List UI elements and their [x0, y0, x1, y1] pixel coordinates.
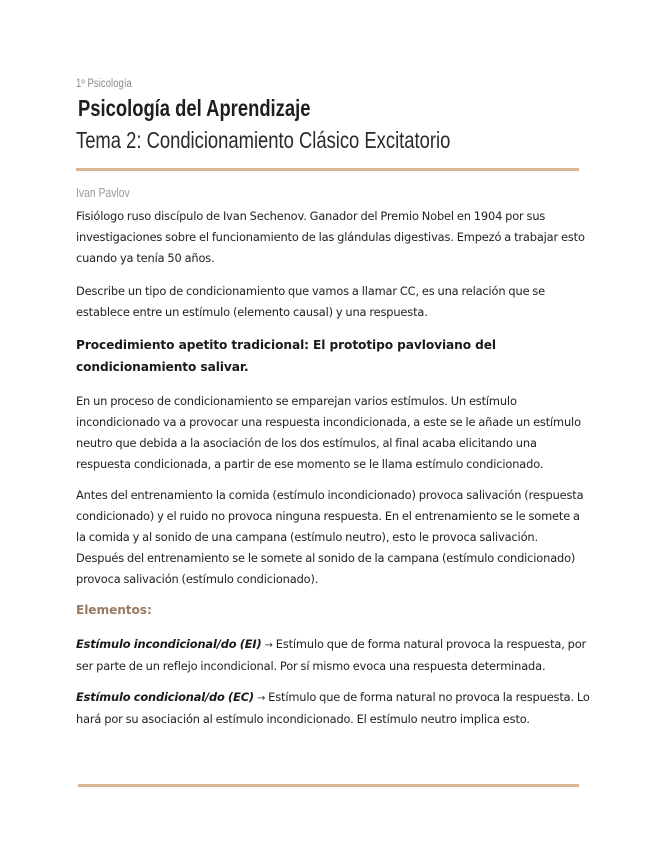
paragraph-training	[76, 485, 584, 590]
header-divider	[76, 168, 579, 171]
paragraph-line: Antes del entrenamiento la comida (estímulo incondicionado) provoca salivación (respuesta	[76, 488, 584, 502]
paragraph-line: incondicionado va a provocar una respuesta incondicionada, a este se le añade un estímulo	[76, 415, 581, 429]
element-line: ser parte de un reflejo incondicional. Por sí mismo evoca una respuesta determinada.	[76, 659, 546, 673]
elements-heading: Elementos:	[76, 603, 152, 617]
element-line	[76, 634, 587, 656]
element-line: hará por su asociación al estímulo incondicionado. El estímulo neutro implica esto.	[76, 712, 530, 726]
procedure-heading	[76, 334, 579, 378]
element-item-ec	[76, 687, 590, 730]
element-description: Estímulo que de forma natural provoca la respuesta, por	[275, 637, 587, 651]
paragraph-line: Después del entrenamiento se le somete al sonido de la campana (estímulo condicionado)	[76, 551, 576, 565]
heading-line: condicionamiento salivar.	[76, 360, 249, 374]
paragraph-line: investigaciones sobre el funcionamiento de las glándulas digestivas. Empezó a trabajar esto	[76, 230, 585, 244]
document-subtitle: Tema 2: Condicionamiento Clásico Excitatorio	[76, 127, 451, 153]
paragraph-line: condicionado) y el ruido no provoca ninguna respuesta. En el entrenamiento se le somete a	[76, 509, 580, 523]
paragraph-line: En un proceso de condicionamiento se emparejan varios estímulos. Un estímulo	[76, 394, 517, 408]
paragraph-line: Fisiólogo ruso discípulo de Ivan Sechenov. Ganador del Premio Nobel en 1904 por sus	[76, 209, 546, 223]
arrow-right-icon: →	[256, 693, 266, 704]
course-label: 1º Psicología	[76, 78, 132, 90]
paragraph-line: neutro que debida a la asociación de los dos estímulos, al final acaba elicitando una	[76, 436, 537, 450]
paragraph-line: la comida y al sonido de una campana (estímulo neutro), esto le provoca salivación.	[76, 530, 538, 544]
paragraph-line: respuesta condicionada, a partir de ese momento se le llama estímulo condicionado.	[76, 457, 544, 471]
document-title: Psicología del Aprendizaje	[78, 95, 311, 121]
paragraph-intro	[76, 206, 585, 269]
element-item-ei	[76, 634, 587, 677]
paragraph-process	[76, 391, 579, 475]
section-label: Ivan Pavlov	[76, 185, 130, 200]
element-term: Estímulo incondicional/do (EI)	[76, 637, 262, 651]
paragraph-line: establece entre un estímulo (elemento causal) y una respuesta.	[76, 305, 428, 319]
element-description: Estímulo que de forma natural no provoca la respuesta. Lo	[268, 690, 590, 704]
paragraph-line: cuando ya tenía 50 años.	[76, 251, 215, 265]
footer-divider	[78, 784, 579, 787]
element-line	[76, 687, 590, 709]
heading-line: Procedimiento apetito tradicional: El prototipo pavloviano del	[76, 338, 497, 352]
arrow-right-icon: →	[264, 640, 273, 651]
paragraph-line: Describe un tipo de condicionamiento que vamos a llamar CC, es una relación que se	[76, 284, 546, 298]
paragraph-line: provoca salivación (estímulo condicionado).	[76, 572, 319, 586]
paragraph-definition	[76, 281, 579, 323]
element-term: Estímulo condicional/do (EC)	[76, 690, 254, 704]
